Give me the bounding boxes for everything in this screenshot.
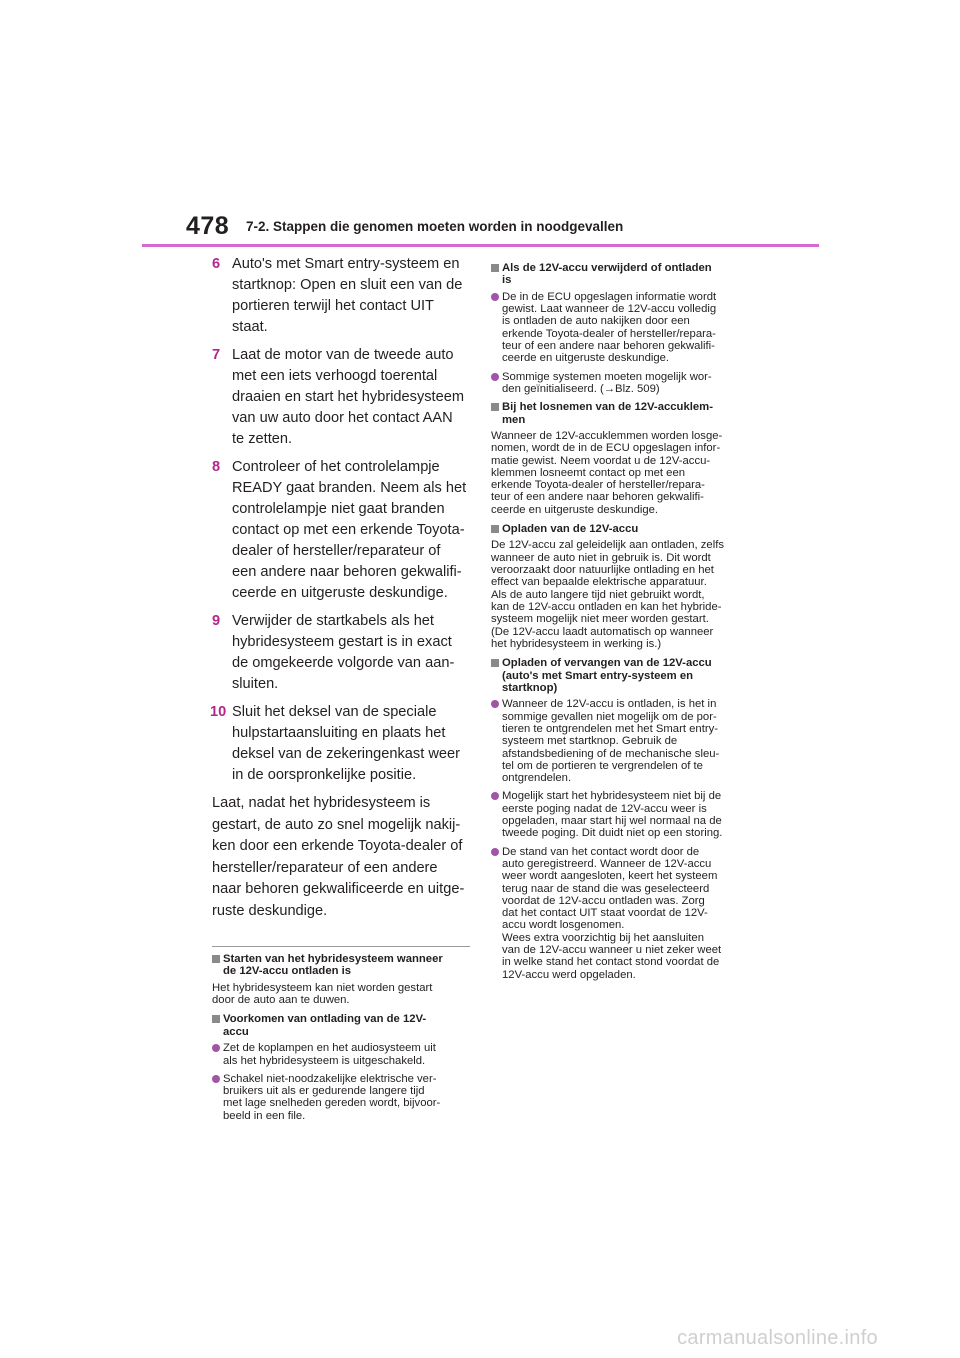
- note-line: klemmen losneemt contact op met een: [491, 466, 686, 479]
- note-line: beeld in een file.: [223, 1109, 306, 1122]
- note-line: van de 12V-accu wanneer u niet zeker weet: [502, 944, 722, 957]
- step-line: Laat de motor van de tweede auto: [232, 347, 454, 363]
- note-title-line: men: [502, 413, 526, 426]
- note-line: Schakel niet-noodzakelijke elektrische ver-: [223, 1072, 437, 1085]
- paragraph-line: hersteller/reparateur of een andere: [212, 859, 438, 876]
- note-title: [491, 657, 759, 694]
- page-reference-link[interactable]: den geïnitialiseerd. (→Blz. 509): [502, 382, 660, 395]
- step-line: een andere naar behoren gekwalifi-: [232, 564, 462, 580]
- step-line: draaien en start het hybridesysteem: [232, 389, 465, 405]
- round-bullet-icon: [212, 1044, 220, 1052]
- note-line: met lage snelheden gereden wordt, bijvoor-: [223, 1097, 441, 1110]
- round-bullet-icon: [491, 293, 499, 301]
- step-line: contact op met een erkende Toyota-: [232, 522, 465, 538]
- note-title-line: (auto's met Smart entry-systeem en: [502, 669, 694, 682]
- step-6: [212, 254, 470, 338]
- page-number: 478: [186, 212, 230, 240]
- note-line: erkende Toyota-dealer of hersteller/repara-: [502, 327, 716, 340]
- note-line: Wanneer de 12V-accu is ontladen, is het in: [502, 698, 717, 711]
- left-column: [212, 254, 470, 1128]
- square-bullet-icon: [212, 1015, 220, 1023]
- paragraph-line: Laat, nadat het hybridesysteem is: [212, 795, 431, 811]
- note-line: systeem mogelijk niet meer worden gestart.: [491, 613, 709, 626]
- note-line: gewist. Laat wanneer de 12V-accu volledig: [502, 303, 717, 316]
- note-bullet: [491, 291, 759, 365]
- note-line: eerste poging nadat de 12V-accu weer is: [502, 802, 707, 815]
- round-bullet-icon: [491, 700, 499, 708]
- step-line: ceerde en uitgeruste deskundige.: [232, 585, 448, 601]
- paragraph-line: ken door een erkende Toyota-dealer of: [212, 838, 463, 854]
- note-line: ontgrendelen.: [502, 772, 572, 785]
- note-line: als het hybridesysteem is uitgeschakeld.: [223, 1054, 426, 1067]
- step-line: Sluit het deksel van de speciale: [232, 704, 437, 720]
- right-column: [491, 256, 759, 987]
- note-line: is ontladen de auto nakijken door een: [502, 315, 690, 328]
- note-title-line: de 12V-accu ontladen is: [223, 965, 352, 978]
- notes-divider: [212, 946, 470, 947]
- header-rule: [142, 244, 819, 247]
- round-bullet-icon: [491, 792, 499, 800]
- note-line: teur of een andere naar behoren gekwalifi-: [491, 491, 704, 504]
- note-line: terug naar de stand die was geselecteerd: [502, 882, 710, 895]
- note-bullet: [491, 698, 759, 784]
- note-line: De in de ECU opgeslagen informatie wordt: [502, 290, 717, 303]
- step-line: in de oorspronkelijke positie.: [232, 767, 417, 783]
- note-line: voordat de 12V-accu ontladen was. Zorg: [502, 894, 705, 907]
- note-title-line: is: [502, 274, 512, 287]
- paragraph-line: naar behoren gekwalificeerde en uitge-: [212, 881, 465, 897]
- note-line: ceerde en uitgeruste deskundige.: [491, 503, 659, 516]
- note-line: nomen, wordt de in de ECU opgeslagen infor-: [491, 442, 721, 455]
- square-bullet-icon: [212, 955, 220, 963]
- note-line: weer wordt aangesloten, keert het systeem: [502, 870, 718, 883]
- note-title: [491, 262, 759, 287]
- note-title: [212, 953, 470, 978]
- note-line: Wanneer de 12V-accuklemmen worden losge-: [491, 430, 723, 442]
- section-title: 7-2. Stappen die genomen moeten worden in noodgevallen: [246, 219, 624, 234]
- note-title-line: Starten van het hybridesysteem wanneer: [223, 953, 443, 965]
- step-line: de omgekeerde volgorde van aan-: [232, 655, 455, 671]
- step-number: 6: [212, 256, 221, 272]
- note-title-line: Bij het losnemen van de 12V-accuklem-: [502, 401, 713, 414]
- note-line: Sommige systemen moeten mogelijk wor-: [502, 370, 712, 383]
- step-7: [212, 345, 470, 450]
- note-line: accu wordt losgenomen.: [502, 919, 625, 932]
- watermark: carmanualsonline.info: [677, 1327, 878, 1349]
- note-line: sommige gevallen niet mogelijk om de por-: [502, 710, 717, 723]
- step-line: van uw auto door het contact AAN: [232, 410, 453, 426]
- note-bullet: [491, 371, 759, 396]
- note-line: wanneer de auto niet in gebruik is. Dit wordt: [491, 551, 711, 564]
- step-number: 9: [212, 613, 221, 629]
- round-bullet-icon: [491, 373, 499, 381]
- note-line: Het hybridesysteem kan niet worden gestart: [212, 981, 433, 994]
- step-line: te zetten.: [232, 431, 293, 447]
- note-line: De 12V-accu zal geleidelijk aan ontladen, zelfs: [491, 539, 724, 552]
- note-title: [212, 1013, 470, 1038]
- note-title-line: Opladen van de 12V-accu: [502, 523, 639, 536]
- step-number: 10: [210, 704, 227, 720]
- note-bullet: [491, 846, 759, 981]
- note-line: kan de 12V-accu ontladen en kan het hybride-: [491, 600, 722, 613]
- note-line: auto geregistreerd. Wanneer de 12V-accu: [502, 857, 712, 870]
- note-title-line: Voorkomen van ontlading van de 12V-: [223, 1013, 427, 1026]
- square-bullet-icon: [491, 403, 499, 411]
- step-8: [212, 457, 470, 604]
- step-line: controlelampje niet gaat branden: [232, 501, 445, 517]
- step-line: Auto's met Smart entry-systeem en: [232, 256, 460, 272]
- note-line: in welke stand het contact stond voordat de: [502, 956, 720, 969]
- step-line: sluiten.: [232, 676, 279, 692]
- note-line: 12V-accu werd opgeladen.: [502, 968, 636, 981]
- note-line: Zet de koplampen en het audiosysteem uit: [223, 1042, 436, 1055]
- note-title: [491, 523, 759, 535]
- note-line: Wees extra voorzichtig bij het aansluiten: [502, 931, 704, 944]
- note-line: veroorzaakt door natuurlijke ontlading en het: [491, 564, 714, 577]
- note-line: systeem met startknop. Gebruik de: [502, 735, 678, 748]
- step-line: Verwijder de startkabels als het: [232, 613, 434, 629]
- square-bullet-icon: [491, 264, 499, 272]
- note-title-line: Opladen of vervangen van de 12V-accu: [502, 657, 712, 670]
- note-line: (De 12V-accu laadt automatisch op wanneer: [491, 625, 714, 638]
- note-title-line: Als de 12V-accu verwijderd of ontladen: [502, 262, 712, 274]
- note-line: tweede poging. Dit duidt niet op een storing.: [502, 827, 723, 840]
- note-text: [212, 982, 470, 1007]
- step-line: READY gaat branden. Neem als het: [232, 480, 467, 496]
- note-bullet: [212, 1042, 470, 1067]
- step-line: hybridesysteem gestart is in exact: [232, 634, 452, 650]
- step-number: 7: [212, 347, 221, 363]
- step-line: Controleer of het controlelampje: [232, 459, 440, 475]
- note-text: [491, 539, 759, 650]
- note-line: erkende Toyota-dealer of hersteller/repara-: [491, 479, 705, 492]
- paragraph-line: gestart, de auto zo snel mogelijk nakij-: [212, 816, 461, 833]
- round-bullet-icon: [212, 1075, 220, 1083]
- step-9: [212, 611, 470, 695]
- square-bullet-icon: [491, 525, 499, 533]
- note-bullet: [491, 790, 759, 839]
- note-line: matie gewist. Neem voordat u de 12V-accu-: [491, 454, 711, 467]
- step-line: dealer of hersteller/reparateur of: [232, 543, 441, 559]
- round-bullet-icon: [491, 848, 499, 856]
- note-bullet: [212, 1073, 470, 1122]
- note-title-line: startknop): [502, 681, 558, 694]
- note-line: dat het contact UIT staat voordat de 12V-: [502, 907, 708, 920]
- note-line: ceerde en uitgeruste deskundige.: [502, 352, 670, 365]
- note-line: Mogelijk start het hybridesysteem niet bij de: [502, 790, 722, 803]
- note-line: opgeladen, maar start hij wel normaal na de: [502, 815, 722, 828]
- step-line: deksel van de zekeringenkast weer: [232, 746, 460, 762]
- step-line: hulpstartaansluiting en plaats het: [232, 725, 446, 741]
- note-line: afstandsbediening of de mechanische sleu-: [502, 747, 720, 760]
- step-10: [212, 702, 470, 786]
- note-line: tieren te ontgrendelen met het Smart entry-: [502, 722, 719, 735]
- step-line: met een iets verhoogd toerental: [232, 368, 438, 384]
- note-text: [491, 430, 759, 516]
- note-line: Als de auto langere tijd niet gebruikt wordt,: [491, 588, 705, 601]
- step-line: portieren terwijl het contact UIT staat.: [232, 298, 434, 335]
- step-number: 8: [212, 459, 221, 475]
- note-line: teur of een andere naar behoren gekwalifi-: [502, 340, 715, 352]
- note-line: De stand van het contact wordt door de: [502, 845, 700, 858]
- step-line: startknop: Open en sluit een van de: [232, 277, 463, 293]
- note-line: het hybridesysteem in werking is.): [491, 637, 662, 650]
- square-bullet-icon: [491, 659, 499, 667]
- closing-paragraph: [212, 793, 470, 922]
- paragraph-line: ruste deskundige.: [212, 902, 328, 919]
- note-line: effect van bepaalde elektrische apparatuur.: [491, 576, 707, 589]
- note-line: tel om de portieren te vergrendelen of te: [502, 759, 703, 772]
- note-line: bruikers uit als er gedurende langere tijd: [223, 1085, 425, 1098]
- note-title: [491, 401, 759, 426]
- note-line: door de auto aan te duwen.: [212, 994, 350, 1007]
- note-title-line: accu: [223, 1025, 249, 1038]
